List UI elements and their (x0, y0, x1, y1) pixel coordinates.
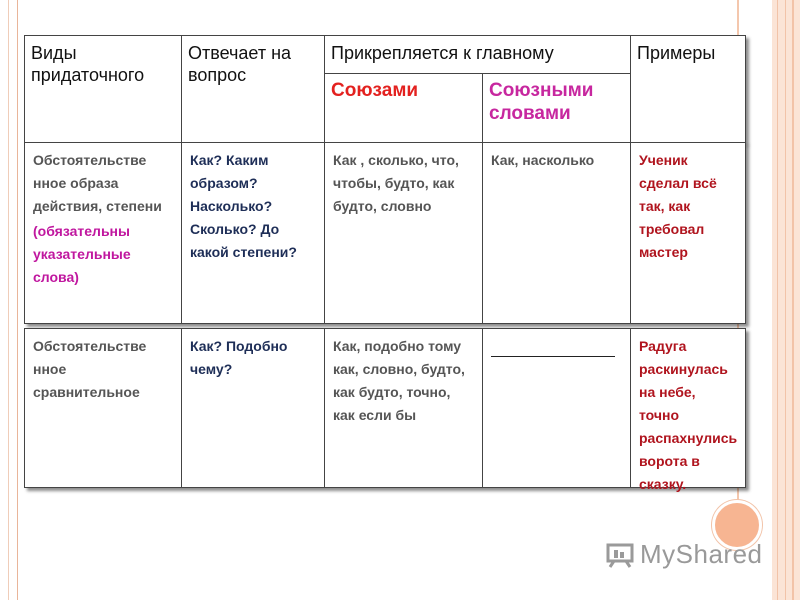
header-type-label: Виды придаточного (31, 43, 145, 85)
slide-frame-left-line (8, 0, 9, 600)
header-conj-words-label: Союзными словами (489, 80, 594, 124)
row2-conjunctions: Как, подобно тому как, словно, будто, как будто, точно, как если бы (325, 329, 483, 487)
myshared-logo-text: MyShared (640, 538, 763, 569)
row2-type: Обстоятельстве нное сравнительное (25, 329, 182, 487)
row1-example: Ученик сделал всё так, как требовал мастер (639, 152, 717, 260)
row2-conj-words (483, 329, 631, 487)
header-conjunctions (325, 74, 483, 142)
slide-frame-right-line (792, 0, 794, 600)
myshared-logo-icon (606, 540, 636, 568)
row1-type-note: (обязательны указательные слова) (33, 223, 131, 285)
slide-frame-left (0, 0, 18, 600)
header-conj-words (483, 74, 631, 142)
header-type (25, 36, 182, 142)
header-question-label: Отвечает на вопрос (188, 43, 292, 85)
row1-question: Как? Каким образом? Насколько? Сколько? До какой степени? (182, 143, 325, 323)
row2-example: Радуга раскинулась на небе, точно распахнулись ворота в сказку. (639, 338, 738, 492)
row2-question: Как? Подобно чему? (182, 329, 325, 487)
row1-conj-words: Как, насколько (483, 143, 631, 323)
slide-frame-right-line (777, 0, 778, 600)
table-row (24, 142, 746, 324)
table-header (24, 35, 746, 143)
header-attachment (325, 36, 631, 142)
header-question (182, 36, 325, 142)
header-examples-label: Примеры (637, 43, 716, 63)
row2-conj-words-dash (491, 356, 615, 357)
header-attachment-label: Прикрепляется к главному (325, 36, 630, 74)
table-row (24, 328, 746, 492)
row1-type-text: Обстоятельстве нное образа действия, степени (33, 152, 162, 214)
row1-conjunctions: Как , сколько, что, чтобы, будто, как будто, словно (325, 143, 483, 323)
header-conjunctions-label: Союзами (331, 80, 419, 101)
header-examples (631, 36, 747, 142)
myshared-watermark (606, 538, 763, 570)
slide-frame-right-line (785, 0, 786, 600)
row1-type (25, 143, 182, 323)
